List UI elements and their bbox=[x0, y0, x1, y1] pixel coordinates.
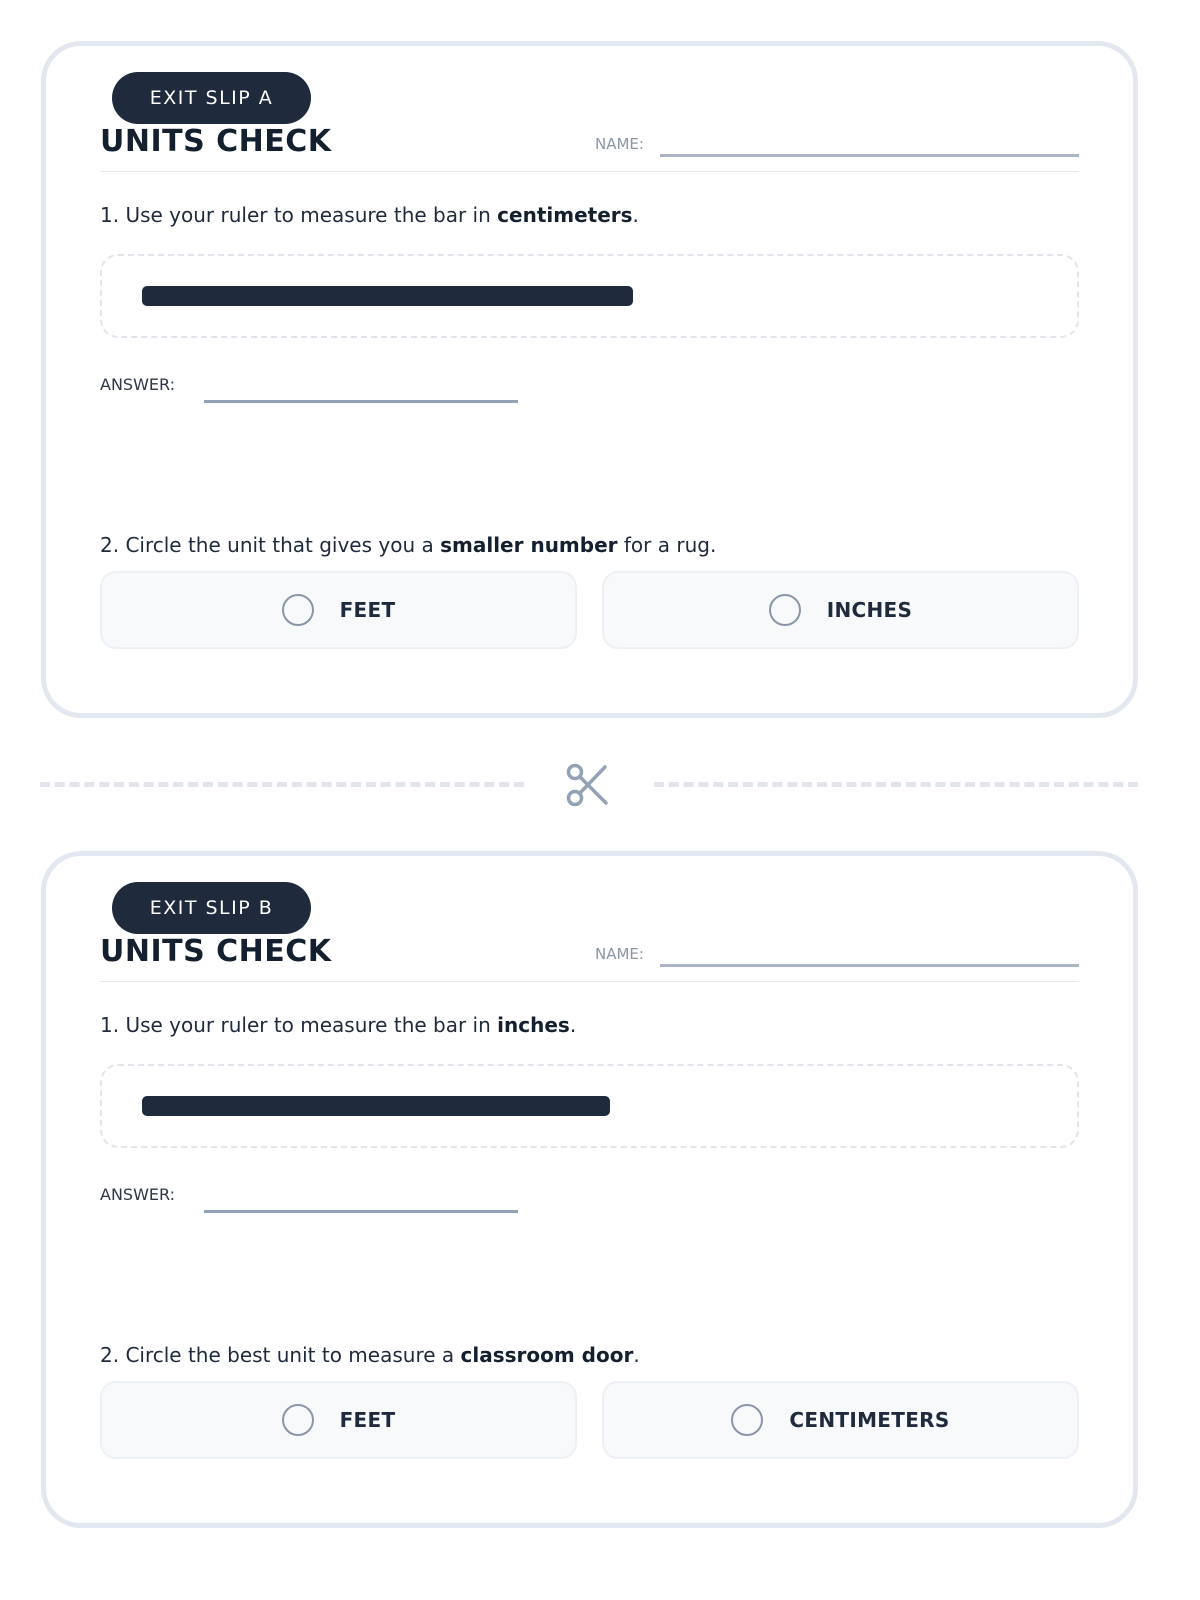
measure-bar-box bbox=[100, 1064, 1079, 1148]
answer-field[interactable] bbox=[204, 1210, 518, 1213]
slip-title: UNITS CHECK bbox=[100, 934, 332, 969]
answer-field[interactable] bbox=[204, 400, 518, 403]
choice-centimeters[interactable] bbox=[602, 1381, 1079, 1459]
cut-line-right bbox=[654, 782, 1138, 787]
exit-slip-b bbox=[41, 851, 1138, 1528]
choice-feet[interactable] bbox=[100, 571, 577, 649]
header-divider bbox=[100, 981, 1079, 982]
cut-line-left bbox=[40, 782, 524, 787]
radio-circle-icon[interactable] bbox=[282, 594, 314, 626]
header-divider bbox=[100, 171, 1079, 172]
choice-inches[interactable] bbox=[602, 571, 1079, 649]
name-field[interactable] bbox=[660, 964, 1079, 967]
name-label: NAME: bbox=[595, 135, 644, 153]
slip-badge: EXIT SLIP A bbox=[112, 72, 311, 124]
exit-slip-a bbox=[41, 41, 1138, 718]
choice-feet[interactable] bbox=[100, 1381, 577, 1459]
measure-bar-box bbox=[100, 254, 1079, 338]
question-1: 1. Use your ruler to measure the bar in inches. bbox=[100, 1013, 577, 1037]
radio-circle-icon[interactable] bbox=[282, 1404, 314, 1436]
question-2: 2. Circle the unit that gives you a smaller number for a rug. bbox=[100, 533, 717, 557]
choice-label: FEET bbox=[339, 1408, 396, 1432]
slip-title: UNITS CHECK bbox=[100, 124, 332, 159]
choice-label: INCHES bbox=[826, 598, 913, 622]
measure-bar bbox=[142, 1096, 610, 1116]
measure-bar bbox=[142, 286, 633, 306]
choice-label: CENTIMETERS bbox=[789, 1408, 950, 1432]
slip-badge: EXIT SLIP B bbox=[112, 882, 311, 934]
scissors-icon bbox=[563, 760, 613, 810]
question-2: 2. Circle the best unit to measure a classroom door. bbox=[100, 1343, 640, 1367]
question-1: 1. Use your ruler to measure the bar in centimeters. bbox=[100, 203, 639, 227]
name-label: NAME: bbox=[595, 945, 644, 963]
radio-circle-icon[interactable] bbox=[731, 1404, 763, 1436]
answer-label: ANSWER: bbox=[100, 375, 176, 394]
name-field[interactable] bbox=[660, 154, 1079, 157]
radio-circle-icon[interactable] bbox=[769, 594, 801, 626]
answer-label: ANSWER: bbox=[100, 1185, 176, 1204]
choice-label: FEET bbox=[339, 598, 396, 622]
